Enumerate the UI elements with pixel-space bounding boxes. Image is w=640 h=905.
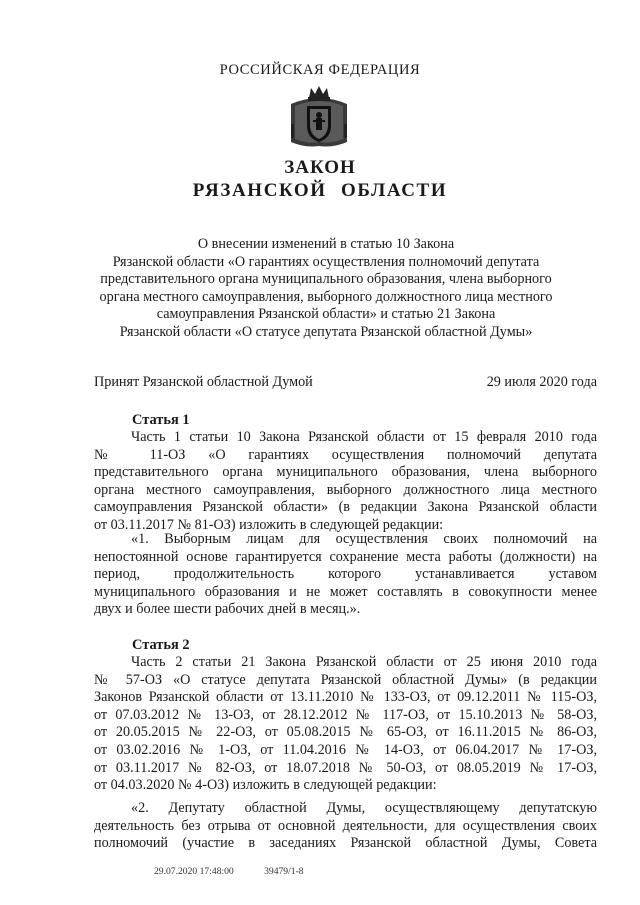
text-line: представительного органа муниципального образования, члена выборного: [94, 464, 597, 481]
article-1-heading: Статья 1: [132, 412, 190, 428]
text-line: полномочий (участие в заседаниях Рязанской областной Думы, Совета: [94, 835, 597, 852]
footer-doc-number: 39479/1-8: [264, 866, 304, 877]
text-line: Часть 2 статьи 21 Закона Рязанской области от 25 июня 2010 года: [131, 654, 597, 670]
article-2-body: [94, 654, 597, 795]
text-line: непостоянной основе гарантируется сохранение места работы (должности) на: [94, 548, 597, 565]
text-line: от 03.11.2017 № 82-ОЗ, от 18.07.2018 № 50-ОЗ, от 08.05.2019 № 17-ОЗ,: [94, 759, 597, 776]
article-2-heading: Статья 2: [132, 637, 190, 653]
document-footer: [154, 866, 332, 877]
text-line: «1. Выборным лицам для осуществления своих полномочий на: [131, 531, 597, 547]
text-line: № 57-ОЗ «О статусе депутата Рязанской областной Думы» (в редакции: [94, 671, 597, 688]
text-line: от 03.02.2016 № 1-ОЗ, от 11.04.2016 № 14-ОЗ, от 06.04.2017 № 17-ОЗ,: [94, 741, 597, 758]
law-subject: [86, 236, 566, 342]
text-line: муниципального образования и не может составлять в совокупности менее: [94, 583, 597, 600]
ryazan-coat-of-arms-icon: [285, 84, 353, 150]
article-2-quote: [94, 800, 597, 853]
text-line: № 11-ОЗ «О гарантиях осуществления полномочий депутата: [94, 446, 597, 463]
country-heading: РОССИЙСКАЯ ФЕДЕРАЦИЯ: [219, 62, 421, 78]
subject-line: Рязанской области «О статусе депутата Рязанской областной Думы»: [119, 323, 533, 340]
text-line: от 07.03.2012 № 13-ОЗ, от 28.12.2012 № 117-ОЗ, от 15.10.2013 № 58-ОЗ,: [94, 706, 597, 723]
text-line: «2. Депутату областной Думы, осуществляющему депутатскую: [131, 800, 597, 816]
text-line: Часть 1 статьи 10 Закона Рязанской области от 15 февраля 2010 года: [131, 429, 597, 445]
article-1-body: [94, 429, 597, 535]
adopted-by: Принят Рязанской областной Думой: [94, 374, 313, 390]
adoption-date: 29 июля 2020 года: [486, 374, 597, 390]
law-title: ЗАКОН: [284, 157, 356, 178]
article-1-quote: [94, 531, 597, 619]
subject-line: Рязанской области «О гарантиях осуществления полномочий депутата: [112, 253, 540, 270]
text-line: период, продолжительность которого устанавливается уставом: [94, 566, 597, 583]
law-region-title: РЯЗАНСКОЙ ОБЛАСТИ: [192, 180, 448, 201]
text-line: от 20.05.2015 № 22-ОЗ, от 05.08.2015 № 65-ОЗ, от 16.11.2015 № 86-ОЗ,: [94, 724, 597, 741]
text-line: двух и более шести рабочих дней в месяц.».: [94, 601, 361, 618]
text-line: деятельность без отрыва от основной деятельности, для осуществления своих: [94, 817, 597, 834]
subject-line: О внесении изменений в статью 10 Закона: [197, 236, 455, 252]
subject-line: органа местного самоуправления, выборного должностного лица местного: [99, 288, 553, 305]
text-line: самоуправления Рязанской области» (в редакции Закона Рязанской области: [94, 499, 597, 516]
text-line: от 04.03.2020 № 4-ОЗ) изложить в следующей редакции:: [94, 777, 437, 794]
subject-line: самоуправления Рязанской области» и статью 21 Закона: [156, 306, 496, 323]
footer-timestamp: 29.07.2020 17:48:00: [154, 866, 234, 877]
text-line: Законов Рязанской области от 13.11.2010 № 133-ОЗ, от 09.12.2011 № 115-ОЗ,: [94, 689, 597, 706]
text-line: органа местного самоуправления, выборного должностного лица местного: [94, 481, 597, 498]
text-line: от 03.11.2017 № 81-ОЗ) изложить в следующей редакции:: [94, 516, 444, 533]
subject-line: представительного органа муниципального образования, члена выборного: [100, 271, 552, 288]
